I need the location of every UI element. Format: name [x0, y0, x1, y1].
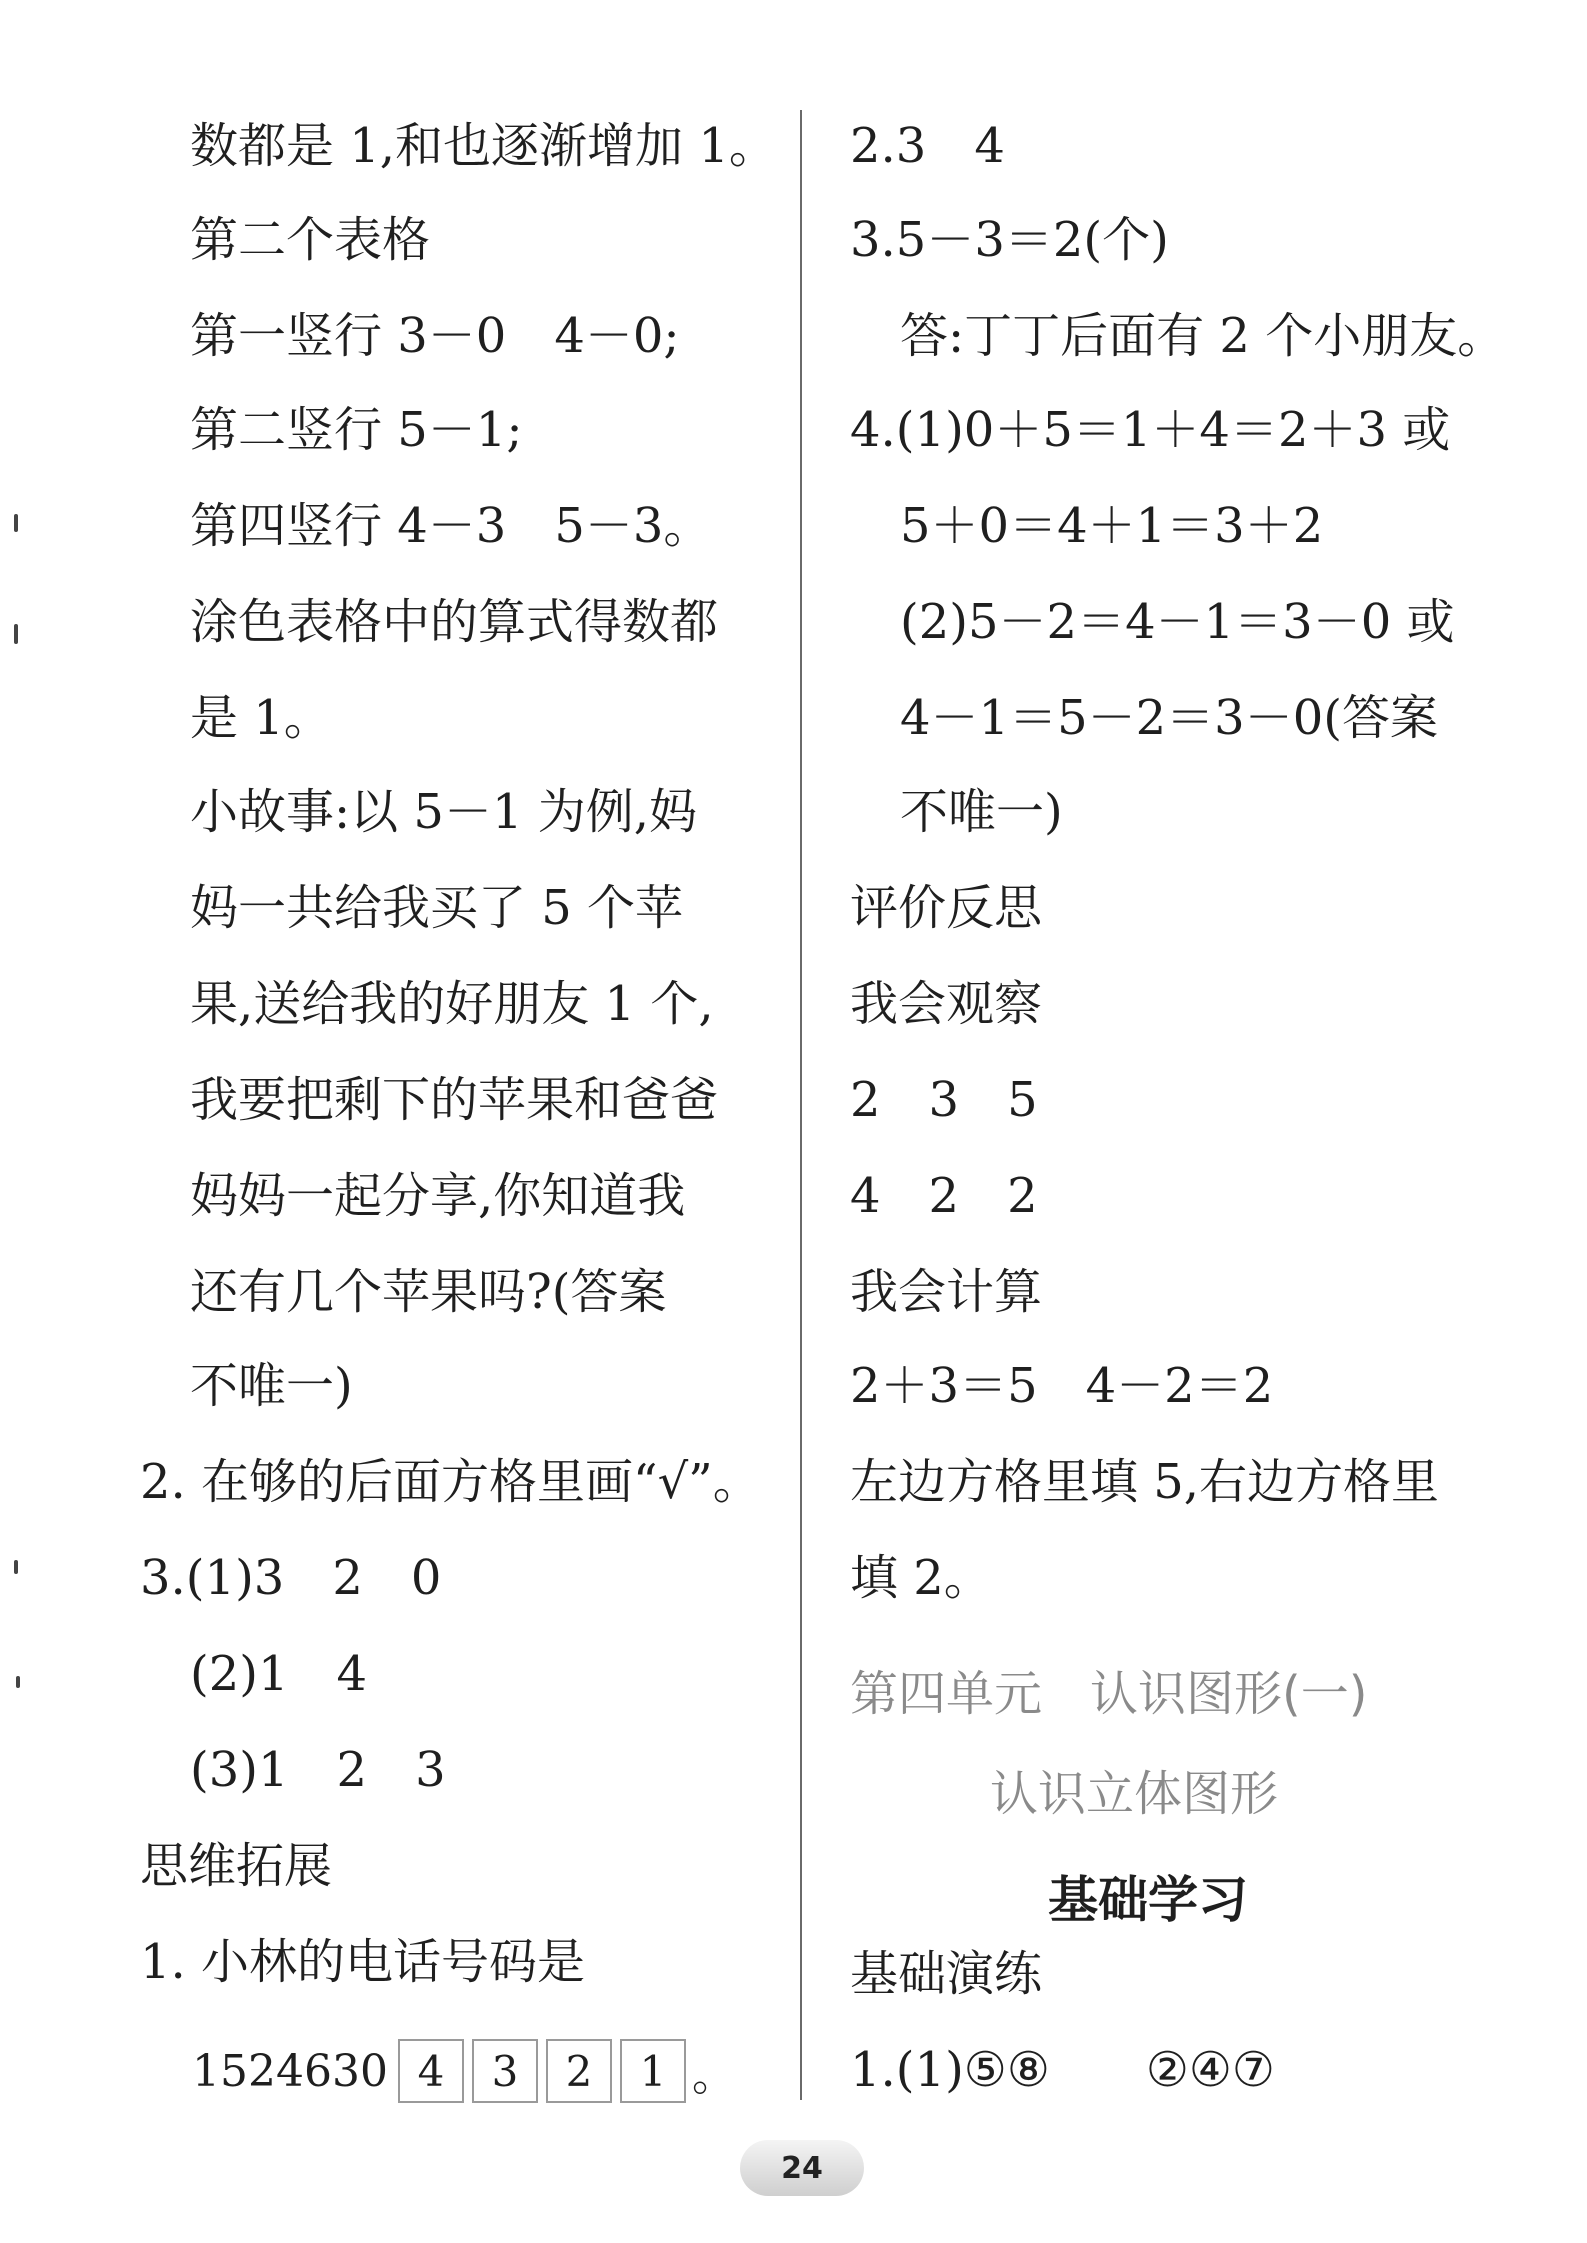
left-line: 第四竖行 4－3 5－3。 — [190, 498, 712, 554]
left-line: 第一竖行 3－0 4－0; — [190, 308, 680, 364]
margin-mark — [16, 1676, 20, 1688]
left-line: 是 1。 — [190, 690, 332, 746]
left-line: 小故事:以 5－1 为例,妈 — [190, 784, 698, 840]
right-heading: 我会观察 — [850, 976, 1043, 1032]
left-line: (2)1 4 — [190, 1646, 368, 1702]
column-divider — [800, 110, 802, 2100]
margin-mark — [14, 514, 18, 532]
right-line: 4 2 2 — [850, 1168, 1038, 1224]
right-line: 3.5－3＝2(个) — [850, 212, 1169, 268]
right-line: (2)5－2＝4－1＝3－0 或 — [900, 594, 1455, 650]
right-line: 4－1＝5－2＝3－0(答案 — [900, 690, 1438, 746]
left-line: 第二竖行 5－1; — [190, 402, 523, 458]
right-line: 5＋0＝4＋1＝3＋2 — [900, 498, 1324, 554]
left-line: 妈妈一起分享,你知道我 — [190, 1168, 686, 1224]
right-heading: 我会计算 — [850, 1264, 1043, 1320]
page-number: 24 — [781, 2150, 823, 2186]
phone-suffix: 。 — [691, 2050, 736, 2101]
left-line: 我要把剩下的苹果和爸爸 — [190, 1072, 719, 1128]
margin-mark — [14, 1560, 18, 1574]
page-number-badge — [740, 2140, 864, 2196]
left-line: 涂色表格中的算式得数都 — [190, 594, 719, 650]
phone-digit-box: 1 — [620, 2039, 686, 2103]
left-heading: 思维拓展 — [140, 1838, 333, 1894]
left-line: 妈一共给我买了 5 个苹 — [190, 880, 684, 936]
left-line: 数都是 1,和也逐渐增加 1。 — [190, 118, 777, 174]
right-line: 左边方格里填 5,右边方格里 — [850, 1454, 1440, 1510]
left-line: 还有几个苹果吗?(答案 — [190, 1264, 667, 1320]
phone-digit-box: 4 — [398, 2039, 464, 2103]
unit-title: 第四单元 认识图形(一) — [850, 1666, 1368, 1722]
lesson-title: 认识立体图形 — [990, 1766, 1279, 1822]
right-line: 4.(1)0＋5＝1＋4＝2＋3 或 — [850, 402, 1451, 458]
right-line: 填 2。 — [850, 1550, 992, 1606]
phone-digit-box: 3 — [472, 2039, 538, 2103]
right-line: 1.(1)⑤⑧ ②④⑦ — [850, 2042, 1275, 2098]
phone-prefix: 1524630 — [192, 2045, 388, 2097]
right-line: 不唯一) — [900, 784, 1063, 840]
left-line: 2. 在够的后面方格里画“√”。 — [140, 1454, 761, 1510]
left-line: 不唯一) — [190, 1358, 353, 1414]
left-line: (3)1 2 3 — [190, 1742, 446, 1798]
right-line: 2 3 5 — [850, 1072, 1038, 1128]
left-line: 第二个表格 — [190, 212, 431, 268]
margin-mark — [14, 624, 18, 644]
right-line: 答:丁丁后面有 2 个小朋友。 — [900, 308, 1506, 364]
left-line: 果,送给我的好朋友 1 个, — [190, 976, 714, 1032]
right-line: 2＋3＝5 4－2＝2 — [850, 1358, 1274, 1414]
phone-number-row — [192, 2036, 736, 2106]
left-line: 3.(1)3 2 0 — [140, 1550, 442, 1606]
right-heading: 基础演练 — [850, 1946, 1043, 2002]
right-heading: 评价反思 — [850, 880, 1043, 936]
right-line: 2.3 4 — [850, 118, 1005, 174]
left-line: 1. 小林的电话号码是 — [140, 1934, 586, 1990]
section-title: 基础学习 — [1048, 1871, 1248, 1929]
phone-digit-box: 2 — [546, 2039, 612, 2103]
